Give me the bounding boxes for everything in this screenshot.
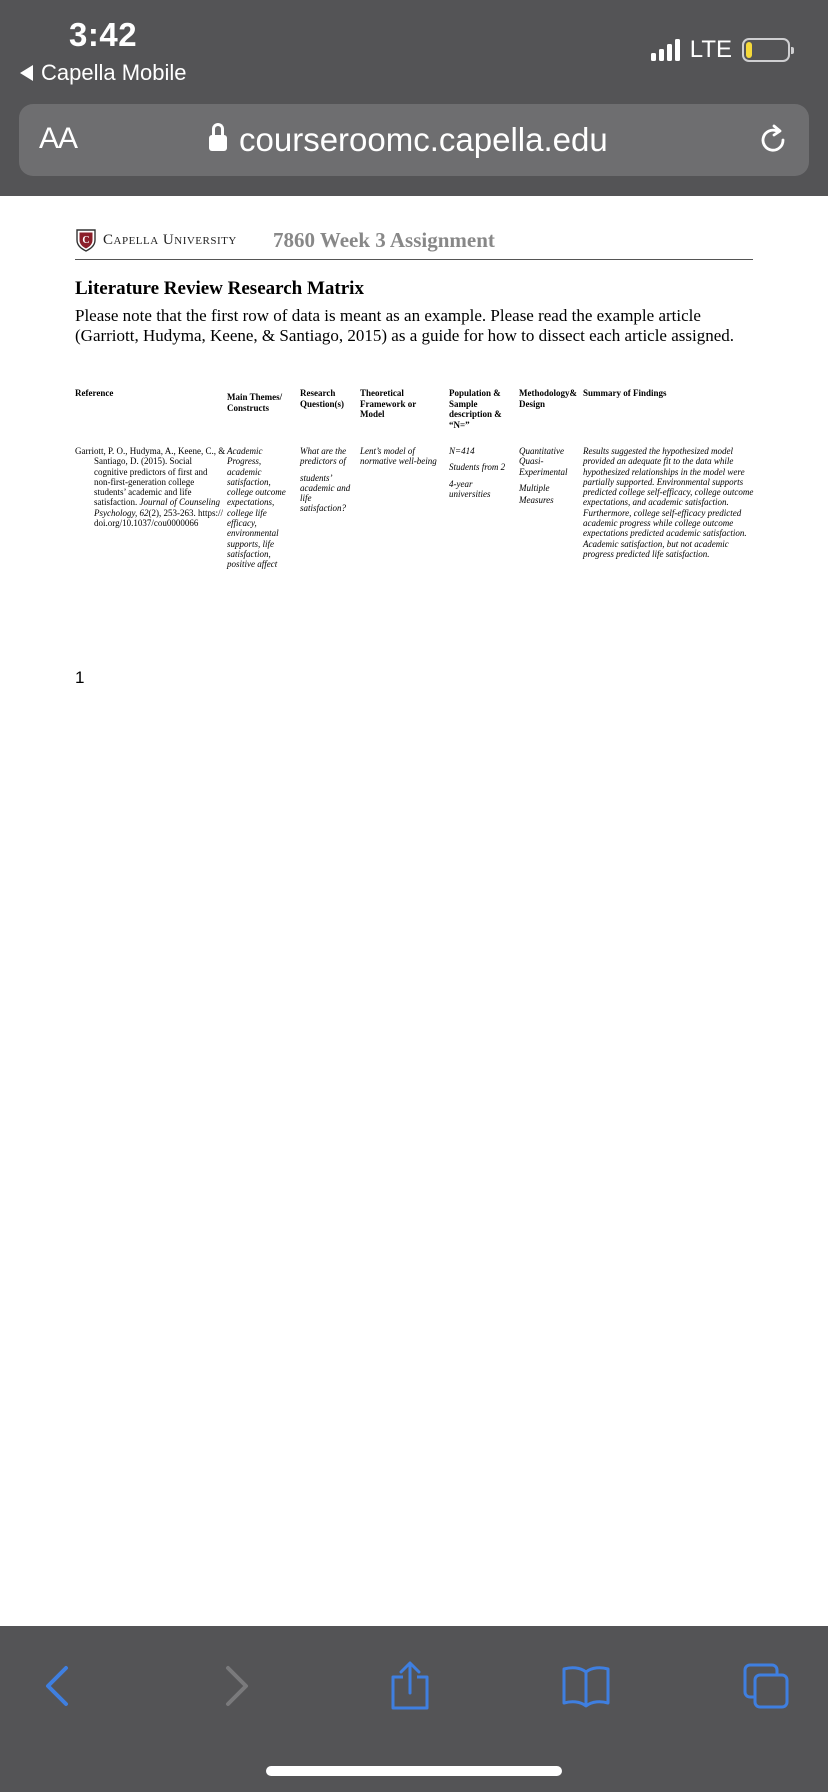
document-page	[0, 196, 828, 1626]
page-number: 1	[75, 668, 85, 687]
back-app-label: Capella Mobile	[41, 60, 187, 85]
assignment-title: 7860 Week 3 Assignment	[273, 228, 495, 252]
cell-question	[300, 446, 358, 520]
cell-framework: Lent’s model of normative well-being	[360, 446, 437, 467]
logo-text: Capella University	[103, 231, 237, 248]
reference-journal: Journal of Counseling Psychology, 62	[94, 497, 220, 518]
header-reference: Reference	[75, 388, 114, 398]
population-line-1: N=414	[449, 446, 475, 456]
lock-icon	[209, 131, 227, 155]
reference-tail: (2), 253-263. https://doi.org/10.1037/cou0000066	[94, 507, 223, 529]
cell-themes: Academic Progress, academic satisfaction, college outcome expectations, college life efficacy, environmental supports, life satisfaction, positive affect	[227, 446, 286, 570]
forward-icon	[216, 1664, 256, 1708]
question-line-1: What are the predictors of	[300, 446, 347, 467]
matrix-title: Literature Review Research Matrix	[75, 278, 364, 299]
methodology-line-3: Measures	[519, 495, 554, 506]
intro-paragraph: Please note that the first row of data is meant as an example. Please read the example article (Garriott, Hudyma, Keene, & Santiago, 2015) as a guide for how to dissect each article assigned.	[75, 306, 735, 345]
header-question: Research Question(s)	[300, 388, 345, 409]
home-indicator	[266, 1766, 562, 1776]
capella-logo	[75, 228, 237, 252]
battery-level	[746, 42, 752, 58]
svg-text:C: C	[82, 235, 90, 246]
share-icon	[388, 1661, 432, 1711]
reload-icon[interactable]	[755, 122, 791, 158]
browser-toolbar	[0, 1626, 828, 1792]
bookmarks-icon	[561, 1664, 611, 1708]
cell-summary: Results suggested the hypothesized model provided an adequate fit to the data while hypothesized relationships in the model were partially supported. Environmental supports predicted college self-efficacy, college outcome expectations, and academic satisfaction. Furthermore, college self-efficacy predicted academic progress while college outcome expectations predicted academic satisfaction. Academic satisfaction, but not academic progress predicted life satisfaction.	[583, 446, 754, 559]
browser-top-chrome	[0, 0, 828, 196]
methodology-line-2: Multiple	[519, 482, 550, 493]
header-methodology: Methodology& Design	[519, 388, 577, 409]
cell-population	[449, 446, 515, 505]
tabs-icon	[742, 1662, 790, 1710]
signal-icon	[651, 39, 680, 61]
status-time: 3:42	[69, 16, 138, 53]
status-indicators	[651, 36, 790, 64]
url-display[interactable]	[209, 104, 608, 176]
back-icon	[38, 1664, 78, 1708]
capella-shield-icon	[75, 228, 97, 252]
address-bar[interactable]	[19, 104, 809, 176]
network-label: LTE	[689, 36, 732, 63]
document-header	[75, 228, 753, 260]
population-line-2: Students from 2	[449, 462, 506, 473]
cell-reference	[75, 446, 226, 528]
population-line-3: 4-year universities	[449, 478, 491, 499]
share-button[interactable]	[380, 1656, 440, 1716]
header-summary: Summary of Findings	[583, 388, 667, 398]
cell-methodology	[519, 446, 581, 511]
back-button[interactable]	[28, 1656, 88, 1716]
tabs-button[interactable]	[736, 1656, 796, 1716]
reader-options-button[interactable]: AA	[39, 122, 78, 155]
url-text: courseroomc.capella.edu	[239, 121, 608, 158]
methodology-line-1: Quantitative Quasi-Experimental	[519, 446, 568, 477]
header-population: Population & Sample description & “N=”	[449, 388, 502, 430]
battery-icon	[742, 38, 790, 62]
question-line-2: students’ academic and life satisfaction?	[300, 472, 351, 514]
forward-button[interactable]	[206, 1656, 266, 1716]
bookmarks-button[interactable]	[556, 1656, 616, 1716]
reference-text: Garriott, P. O., Hudyma, A., Keene, C., & Santiago, D. (2015). Social cognitive predictors of first and non-first-generation college students’ academic and life satisfaction.	[75, 446, 226, 508]
back-to-app-link[interactable]	[20, 60, 187, 86]
back-triangle-icon	[20, 65, 33, 81]
header-framework: Theoretical Framework or Model	[360, 388, 417, 419]
header-themes: Main Themes/ Constructs	[227, 392, 283, 413]
